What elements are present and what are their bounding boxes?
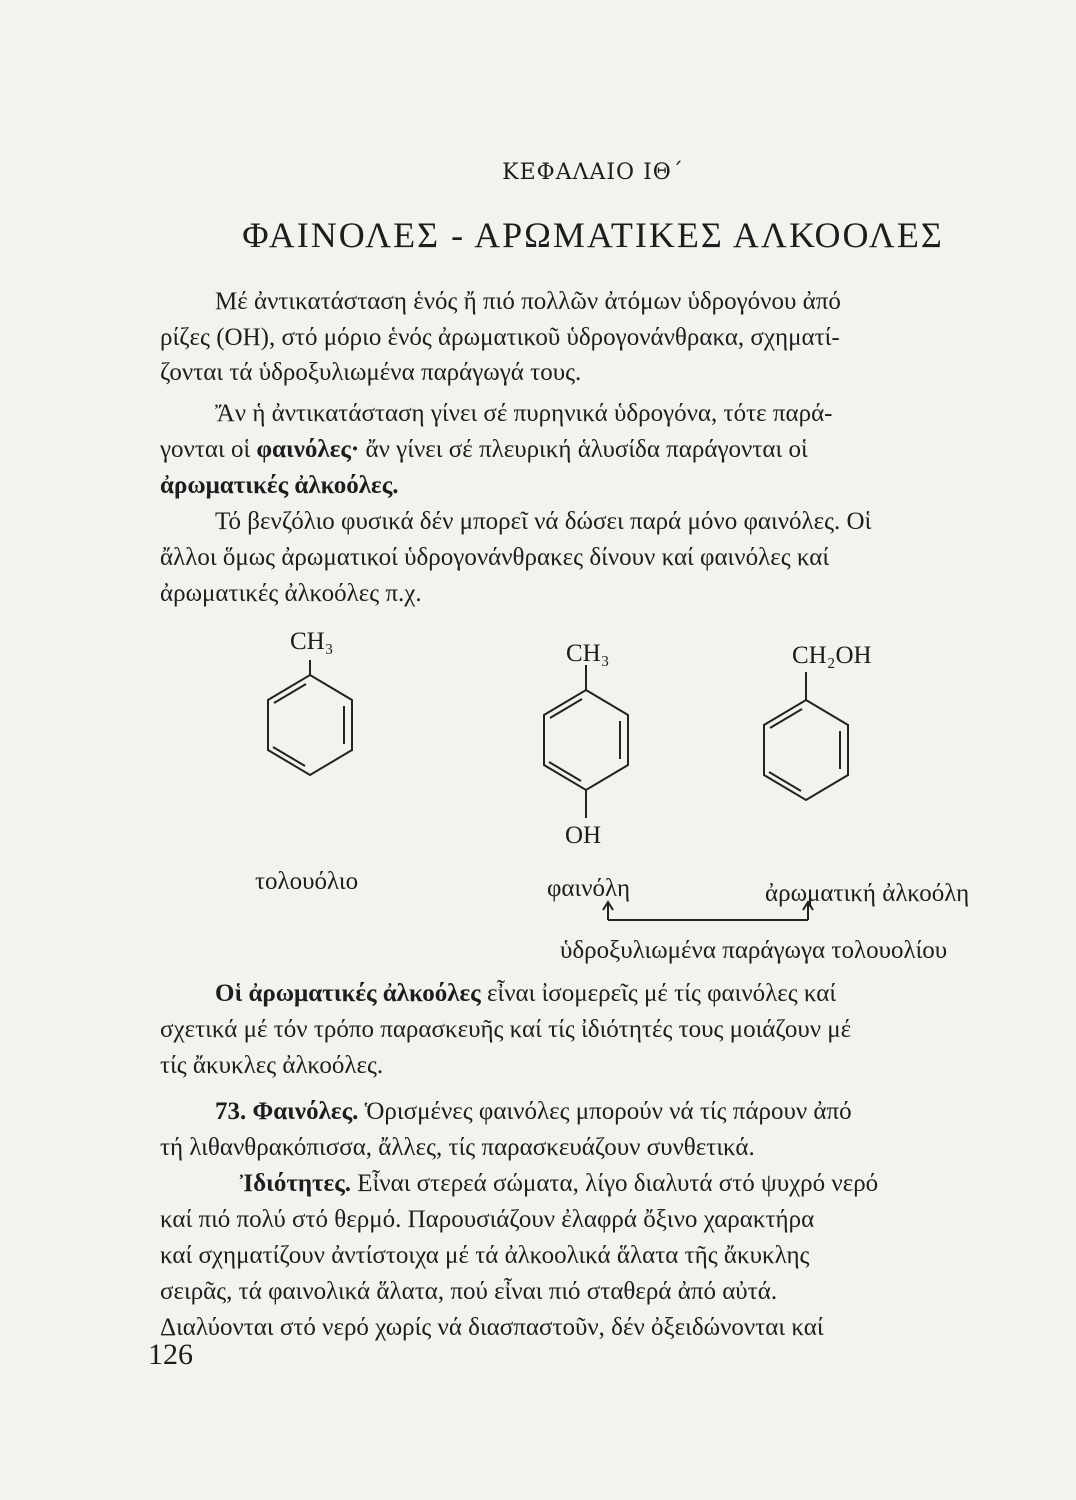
text-span: Εἶναι στερεά σώματα, λίγο διαλυτά στό ψυχρό νερό	[351, 1170, 879, 1197]
text-span: Ὁρισμένες φαινόλες μπορούν νά τίς πάρουν ἀπό	[358, 1098, 852, 1125]
section-73-heading: 73. Φαινόλες.	[215, 1098, 359, 1125]
text-line: καί πιό πολύ στό θερμό. Παρουσιάζουν ἐλαφρά ὄξινο χαρακτήρα	[160, 1206, 815, 1233]
page-number: 126	[148, 1338, 193, 1371]
cresol-ring	[544, 690, 628, 790]
bold-term-aromatic-alcohols: Οἱ ἀρωματικές ἀλκοόλες	[215, 980, 481, 1007]
toluene-methyl-group: CH₃	[290, 628, 334, 655]
aromatic-alcohol-label: ἀρωματική ἀλκοόλη	[765, 880, 970, 907]
text-line: ζονται τά ὑδροξυλιωμένα παράγωγά τους.	[160, 359, 582, 386]
text-line: τή λιθανθρακόπισσα, ἄλλες, τίς παρασκευάζουν συνθετικά.	[160, 1134, 755, 1161]
text-line: ἄλλοι ὅμως ἀρωματικοί ὑδρογονάνθρακες δίνουν καί φαινόλες καί	[160, 544, 830, 571]
text-line: καί σχηματίζουν ἀντίστοιχα μέ τά ἀλκοολικά ἅλατα τῆς ἄκυκλης	[160, 1242, 810, 1269]
text-line: Μέ ἀντικατάσταση ἑνός ἤ πιό πολλῶν ἀτόμων ὑδρογόνου ἀπό	[215, 288, 841, 315]
bold-term-aromatic-alcohols: ἀρωματικές ἀλκοόλες.	[160, 472, 399, 499]
properties-line	[240, 1170, 878, 1198]
cresol-hydroxyl-group: OH	[565, 822, 602, 849]
chapter-heading: ΚΕΦΑΛΑΙΟ ΙΘ΄	[502, 160, 684, 185]
text-line: σειρᾶς, τά φαινολικά ἅλατα, πού εἶναι πιό σταθερά ἀπό αὐτά.	[160, 1278, 778, 1305]
text-span: γονται οἱ	[160, 436, 257, 463]
text-line: Διαλύονται στό νερό χωρίς νά διασπαστοῦν, δέν ὀξειδώνονται καί	[160, 1314, 824, 1341]
text-line: Ἄν ἡ ἀντικατάσταση γίνει σέ πυρηνικά ὑδρογόνα, τότε παρά-	[215, 400, 833, 427]
bold-term-phenols: φαινόλες·	[256, 436, 360, 463]
benzyl-alcohol-group: CH₂OH	[792, 642, 872, 669]
text-span: εἶναι ἰσομερεῖς μέ τίς φαινόλες καί	[480, 980, 837, 1007]
figure-caption: ὑδροξυλιωμένα παράγωγα τολουολίου	[560, 937, 948, 964]
benzyl-alcohol-ring	[764, 700, 848, 800]
section-73-line	[215, 1098, 852, 1126]
text-line: σχετικά μέ τόν τρόπο παρασκευῆς καί τίς ἰδιότητές τους μοιάζουν μέ	[160, 1016, 852, 1043]
text-line: ἀρωματικές ἀλκοόλες π.χ.	[160, 580, 422, 607]
properties-heading: Ἰδιότητες.	[240, 1170, 352, 1197]
toluene-label: τολουόλιο	[255, 868, 359, 895]
text-line: τίς ἄκυκλες ἀλκοόλες.	[160, 1052, 384, 1079]
chapter-title: ΦΑΙΝΟΛΕΣ - ΑΡΩΜΑΤΙΚΕΣ ΑΛΚΟΟΛΕΣ	[242, 215, 944, 255]
cresol-methyl-group: CH₃	[566, 640, 610, 667]
text-line: ρίζες (ΟΗ), στό μόριο ἑνός ἀρωματικοῦ ὑδρογονάνθρακα, σχηματί-	[160, 324, 840, 351]
text-line	[215, 980, 836, 1008]
toluene-ring	[268, 675, 352, 775]
phenol-label: φαινόλη	[547, 875, 631, 902]
text-line: Τό βενζόλιο φυσικά δέν μπορεῖ νά δώσει παρά μόνο φαινόλες. Οἱ	[215, 508, 872, 535]
text-span: ἄν γίνει σέ πλευρική ἁλυσίδα παράγονται οἱ	[359, 436, 808, 463]
